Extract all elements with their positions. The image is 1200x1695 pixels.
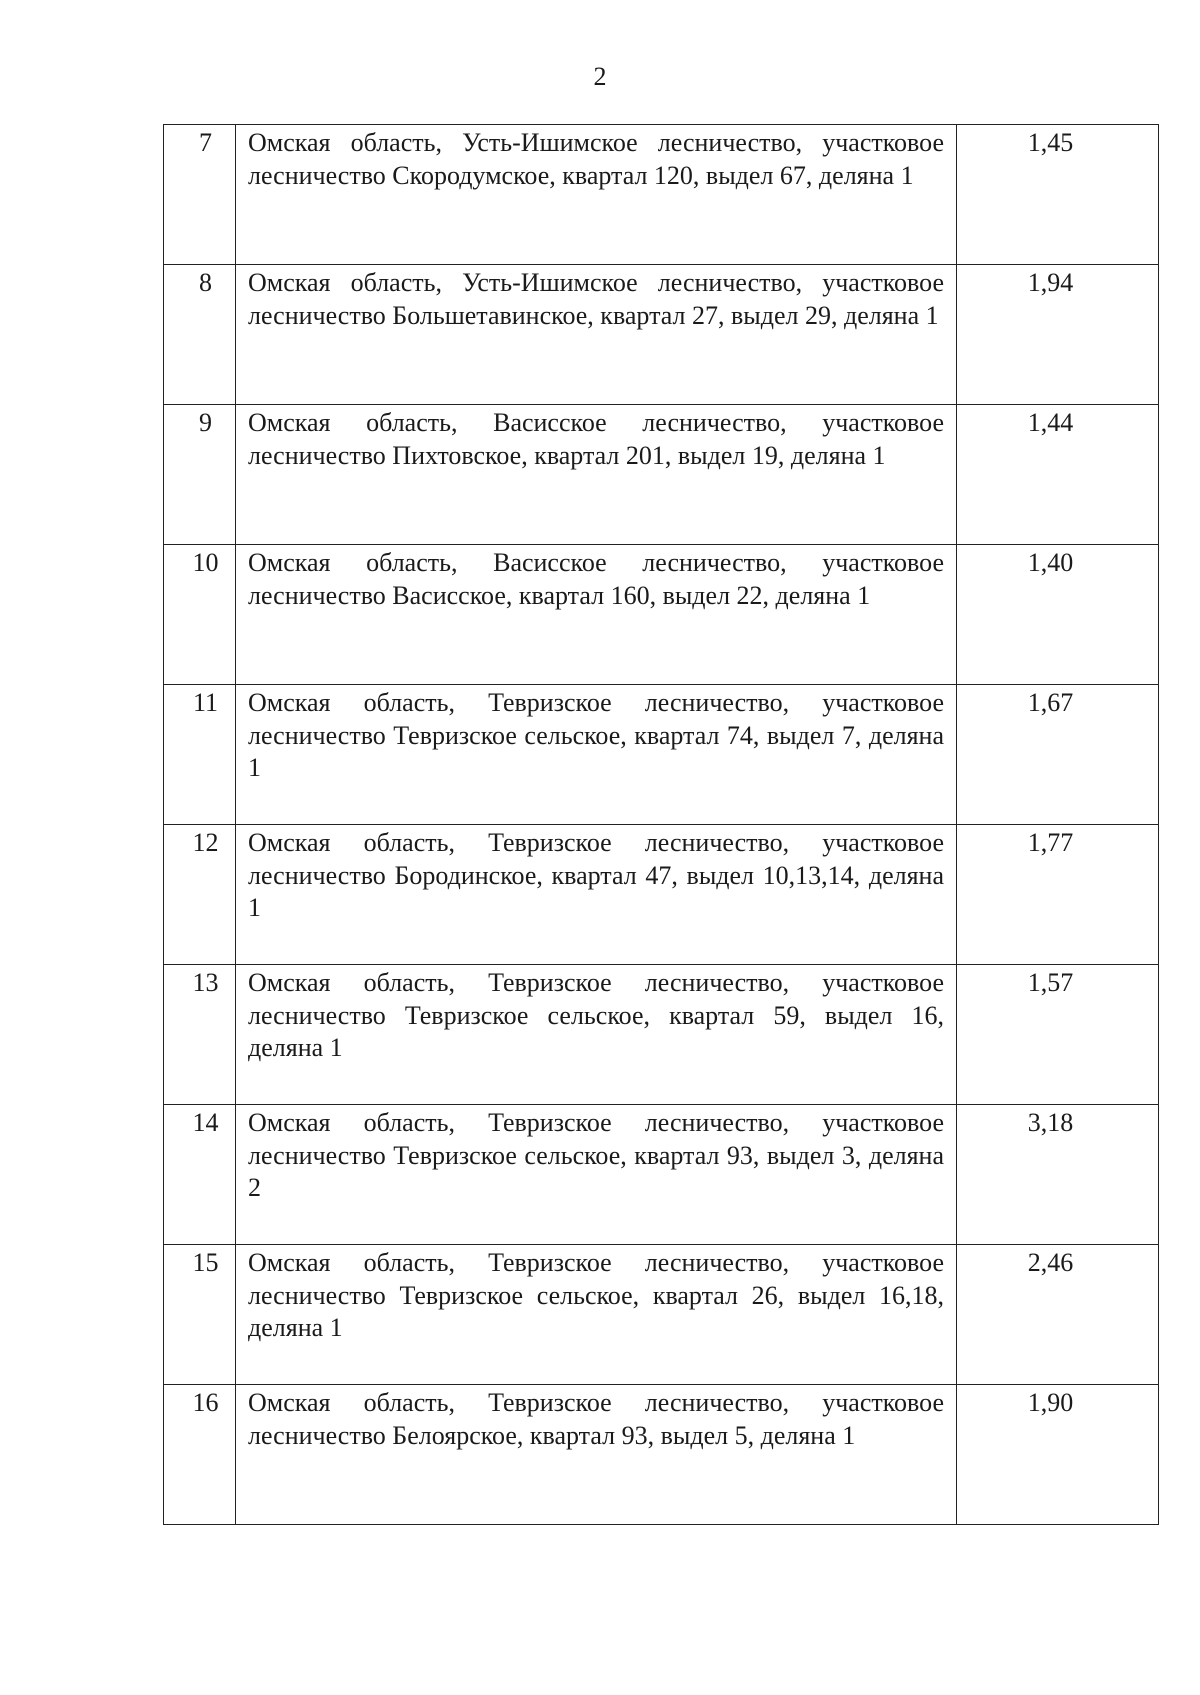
page-number: 2 [593,62,607,91]
parcel-description: Омская область, Тевризское лесничество, участковое лесничество Белоярское, квартал 93, выдел 5, деляна 1 [236,1385,957,1525]
row-number: 10 [164,545,236,685]
table-row [164,405,1159,545]
parcels-table [163,124,1159,1525]
parcel-area: 3,18 [957,1105,1159,1245]
row-number: 7 [164,125,236,265]
parcel-area: 1,94 [957,265,1159,405]
parcel-description: Омская область, Васисское лесничество, участковое лесничество Васисское, квартал 160, выдел 22, деляна 1 [236,545,957,685]
parcel-description: Омская область, Тевризское лесничество, участковое лесничество Тевризское сельское, квартал 74, выдел 7, деляна 1 [236,685,957,825]
table-row [164,1105,1159,1245]
parcel-description: Омская область, Тевризское лесничество, участковое лесничество Тевризское сельское, квартал 93, выдел 3, деляна 2 [236,1105,957,1245]
parcel-area: 1,57 [957,965,1159,1105]
parcel-area: 1,77 [957,825,1159,965]
parcel-area: 1,44 [957,405,1159,545]
table-row [164,965,1159,1105]
parcel-area: 1,90 [957,1385,1159,1525]
row-number: 14 [164,1105,236,1245]
parcel-description: Омская область, Тевризское лесничество, участковое лесничество Тевризское сельское, квартал 59, выдел 16, деляна 1 [236,965,957,1105]
parcel-area: 1,67 [957,685,1159,825]
row-number: 12 [164,825,236,965]
table-row [164,685,1159,825]
table-row [164,1245,1159,1385]
row-number: 15 [164,1245,236,1385]
row-number: 9 [164,405,236,545]
parcel-area: 1,45 [957,125,1159,265]
parcel-description: Омская область, Васисское лесничество, участковое лесничество Пихтовское, квартал 201, выдел 19, деляна 1 [236,405,957,545]
row-number: 13 [164,965,236,1105]
parcel-description: Омская область, Тевризское лесничество, участковое лесничество Тевризское сельское, квартал 26, выдел 16,18, деляна 1 [236,1245,957,1385]
parcel-area: 1,40 [957,545,1159,685]
row-number: 16 [164,1385,236,1525]
parcel-description: Омская область, Усть-Ишимское лесничество, участковое лесничество Скородумское, квартал 120, выдел 67, деляна 1 [236,125,957,265]
table-row [164,545,1159,685]
parcel-description: Омская область, Тевризское лесничество, участковое лесничество Бородинское, квартал 47, выдел 10,13,14, деляна 1 [236,825,957,965]
parcel-description: Омская область, Усть-Ишимское лесничество, участковое лесничество Большетавинское, квартал 27, выдел 29, деляна 1 [236,265,957,405]
table-row [164,125,1159,265]
table-row [164,1385,1159,1525]
parcel-area: 2,46 [957,1245,1159,1385]
table-row [164,265,1159,405]
row-number: 8 [164,265,236,405]
row-number: 11 [164,685,236,825]
table-row [164,825,1159,965]
